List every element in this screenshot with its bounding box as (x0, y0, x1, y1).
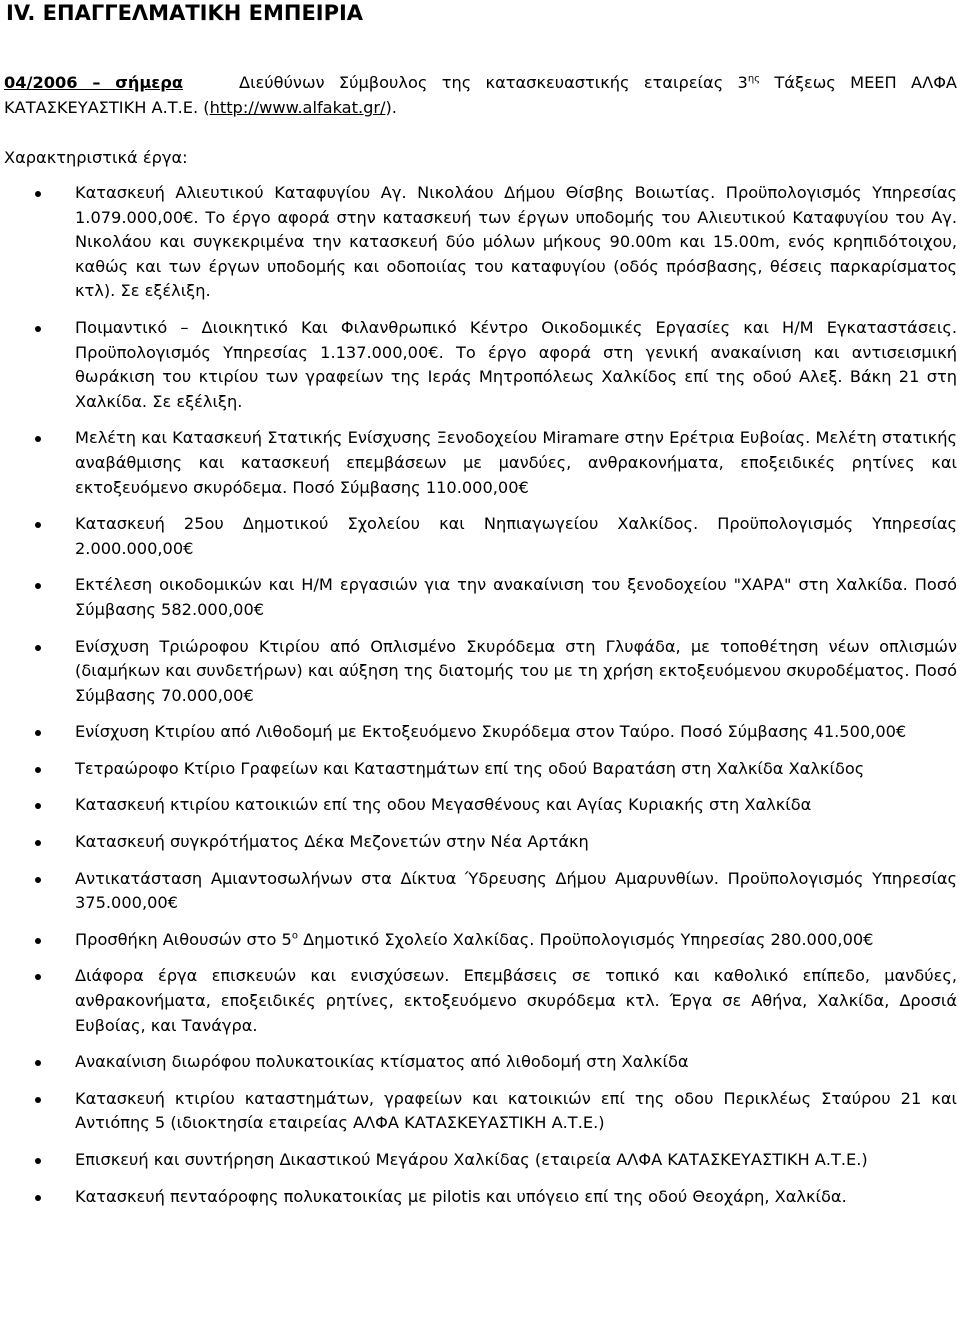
bullet-icon (35, 767, 41, 773)
project-item (0, 964, 957, 1038)
bullet-icon (35, 583, 41, 589)
projects-list (0, 181, 957, 1221)
bullet-icon (35, 645, 41, 651)
bullet-icon (35, 1097, 41, 1103)
bullet-icon (35, 191, 41, 197)
project-item (0, 1050, 957, 1075)
project-text: Κατασκευή Αλιευτικού Καταφυγίου Αγ. Νικολάου Δήμου Θίσβης Βοιωτίας. Προϋπολογισμός Υπηρεσίας 1.079.000,00€. Το έργο αφορά στην κατασκευή των έργων υποδομής του Αλιευτικού Καταφυγίου του Αγ. Νικολάου και συγκεκριμένα την κατασκευή δύο μόλων μήκους 90.00m και 15.00m, ενός κρηπιδότοιχου, καθώς και των έργων υποδομής και οδοποιίας του καταφυγίου (οδός πρόσβασης, θέσεις παρκαρίσματος κτλ). Σε εξέλιξη. (75, 183, 957, 301)
project-item (0, 928, 957, 953)
project-item (0, 830, 957, 855)
project-text: Ενίσχυση Κτιρίου από Λιθοδομή με Εκτοξευόμενο Σκυρόδεμα στον Ταύρο. Ποσό Σύμβασης 41.500,00€ (75, 722, 907, 742)
project-text: Ποιμαντικό – Διοικητικό Και Φιλανθρωπικό Κέντρο Οικοδομικές Εργασίες και Η/Μ Εγκαταστάσεις. Προϋπολογισμός Υπηρεσίας 1.137.000,00€. Το έργο αφορά στη γενική ανακαίνιση και αντισεισμική θωράκιση του κτιρίου των γραφείων της Ιεράς Μητροπόλεως Χαλκίδος επί της οδού Αλεξ. Βάκη 21 στη Χαλκίδα. Σε εξέλιξη. (75, 317, 957, 411)
project-item (0, 316, 957, 414)
project-text: Κατασκευή πενταόροφης πολυκατοικίας με pilotis και υπόγειο επί της οδού Θεοχάρη, Χαλκίδα. (75, 1186, 847, 1206)
project-item (0, 1185, 957, 1210)
project-item (0, 512, 957, 561)
employment-entry (4, 70, 957, 120)
project-text: Κατασκευή συγκρότήματος Δέκα Μεζονετών στην Νέα Αρτάκη (75, 832, 589, 852)
project-text: Προσθήκη Αιθουσών στο 5 (75, 929, 292, 949)
bullet-icon (35, 522, 41, 528)
ordinal-suffix: ο (291, 930, 298, 942)
ordinal-suffix: ης (747, 73, 761, 85)
project-text: Ανακαίνιση διωρόφου πολυκατοικίας κτίσματος από λιθοδομή στη Χαλκίδα (75, 1052, 689, 1072)
project-text: Κατασκευή κτιρίου κατοικιών επί της οδου Μεγασθένους και Αγίας Κυριακής στη Χαλκίδα (75, 795, 812, 815)
bullet-icon (35, 1158, 41, 1164)
bullet-icon (35, 730, 41, 736)
project-text: Μελέτη και Κατασκευή Στατικής Ενίσχυσης Ξενοδοχείου Miramare στην Ερέτρια Ευβοίας. Μελέτη στατικής αναβάθμισης και κατασκευή επεμβάσεων με μανδύες, ανθρακονήματα, εποξειδικές ρητίνες και εκτοξευόμενο σκυρόδεμα. Ποσό Σύμβασης 110.000,00€ (75, 428, 957, 497)
employment-description-end: ). (385, 98, 397, 117)
bullet-icon (35, 1060, 41, 1066)
employment-description: Διεύθύνων Σύμβουλος της κατασκευαστικής εταιρείας 3 (239, 73, 748, 92)
company-website-link[interactable]: http://www.alfakat.gr/ (209, 98, 386, 117)
project-item (0, 573, 957, 622)
project-item (0, 426, 957, 500)
project-item (0, 793, 957, 818)
project-text: Εκτέλεση οικοδομικών και Η/Μ εργασιών για την ανακαίνιση του ξενοδοχείου "ΧΑΡΑ" στη Χαλκίδα. Ποσό Σύμβασης 582.000,00€ (75, 575, 957, 619)
project-text: Κατασκευή κτιρίου καταστημάτων, γραφείων και κατοικιών επί της οδου Περικλέως Σταύρου 21 και Αντιόπης 5 (ιδιοκτησία εταιρείας ΑΛΦΑ ΚΑΤΑΣΚΕΥΑΣΤΙΚΗ Α.Τ.Ε.) (75, 1088, 957, 1133)
employment-description-cont: Τάξεως ΜΕΕΠ ΑΛΦΑ ΚΑΤΑΣΚΕΥΑΣΤΙΚΗ Α.Τ.Ε. ( (4, 73, 958, 117)
project-text: Διάφορα έργα επισκευών και ενισχύσεων. Επεμβάσεις σε τοπικό και καθολικό επίπεδο, μανδύες, ανθρακονήματα, εποξειδικές ρητίνες, εκτοξευόμενο σκυρόδεμα κτλ. Έργα σε Αθήνα, Χαλκίδα, Δροσιά Ευβοίας, και Τανάγρα. (75, 966, 957, 1035)
project-text: Κατασκευή 25ου Δημοτικού Σχολείου και Νηπιαγωγείου Χαλκίδος. Προϋπολογισμός Υπηρεσίας 2.000.000,00€ (75, 514, 957, 558)
project-text: Επισκευή και συντήρηση Δικαστικού Μεγάρου Χαλκίδας (εταιρεία ΑΛΦΑ ΚΑΤΑΣΚΕΥΑΣΤΙΚΗ Α.Τ.Ε.) (75, 1150, 868, 1169)
bullet-icon (35, 877, 41, 883)
project-item (0, 720, 957, 745)
bullet-icon (35, 436, 41, 442)
bullet-icon (35, 840, 41, 846)
project-text: Τετραώροφο Κτίριο Γραφείων και Καταστημάτων επί της οδού Βαρατάση στη Χαλκίδα Χαλκίδος (75, 758, 865, 778)
bullet-icon (35, 326, 41, 332)
employment-period: 04/2006 – σήμερα (4, 73, 183, 92)
projects-heading: Χαρακτηριστικά έργα: (4, 148, 188, 167)
project-text: Ενίσχυση Τριώροφου Κτιρίου από Οπλισμένο Σκυρόδεμα στη Γλυφάδα, με τοποθέτηση νέων οπλισμών (διαμήκων και συνδετήρων) και αύξηση της διατομής του με τη χρήση εκτοξευόμενου σκυροδέματος. Ποσό Σύμβασης 70.000,00€ (75, 636, 957, 705)
project-item (0, 181, 957, 304)
project-text: Αντικατάσταση Αμιαντοσωλήνων στα Δίκτυα Ύδρευσης Δήμου Αμαρυνθίων. Προϋπολογισμός Υπηρεσίας 375.000,00€ (75, 868, 957, 913)
bullet-icon (35, 1195, 41, 1201)
bullet-icon (35, 938, 41, 944)
bullet-icon (35, 803, 41, 809)
project-item (0, 867, 957, 916)
section-title: IV. ΕΠΑΓΓΕΛΜΑΤΙΚΗ ΕΜΠΕΙΡΙΑ (6, 1, 364, 25)
project-item (0, 1087, 957, 1136)
project-text-cont: Δημοτικό Σχολείο Χαλκίδας. Προϋπολογισμός Υπηρεσίας 280.000,00€ (297, 929, 874, 949)
project-item (0, 757, 957, 782)
project-item (0, 1148, 957, 1173)
bullet-icon (35, 974, 41, 980)
project-item (0, 635, 957, 709)
